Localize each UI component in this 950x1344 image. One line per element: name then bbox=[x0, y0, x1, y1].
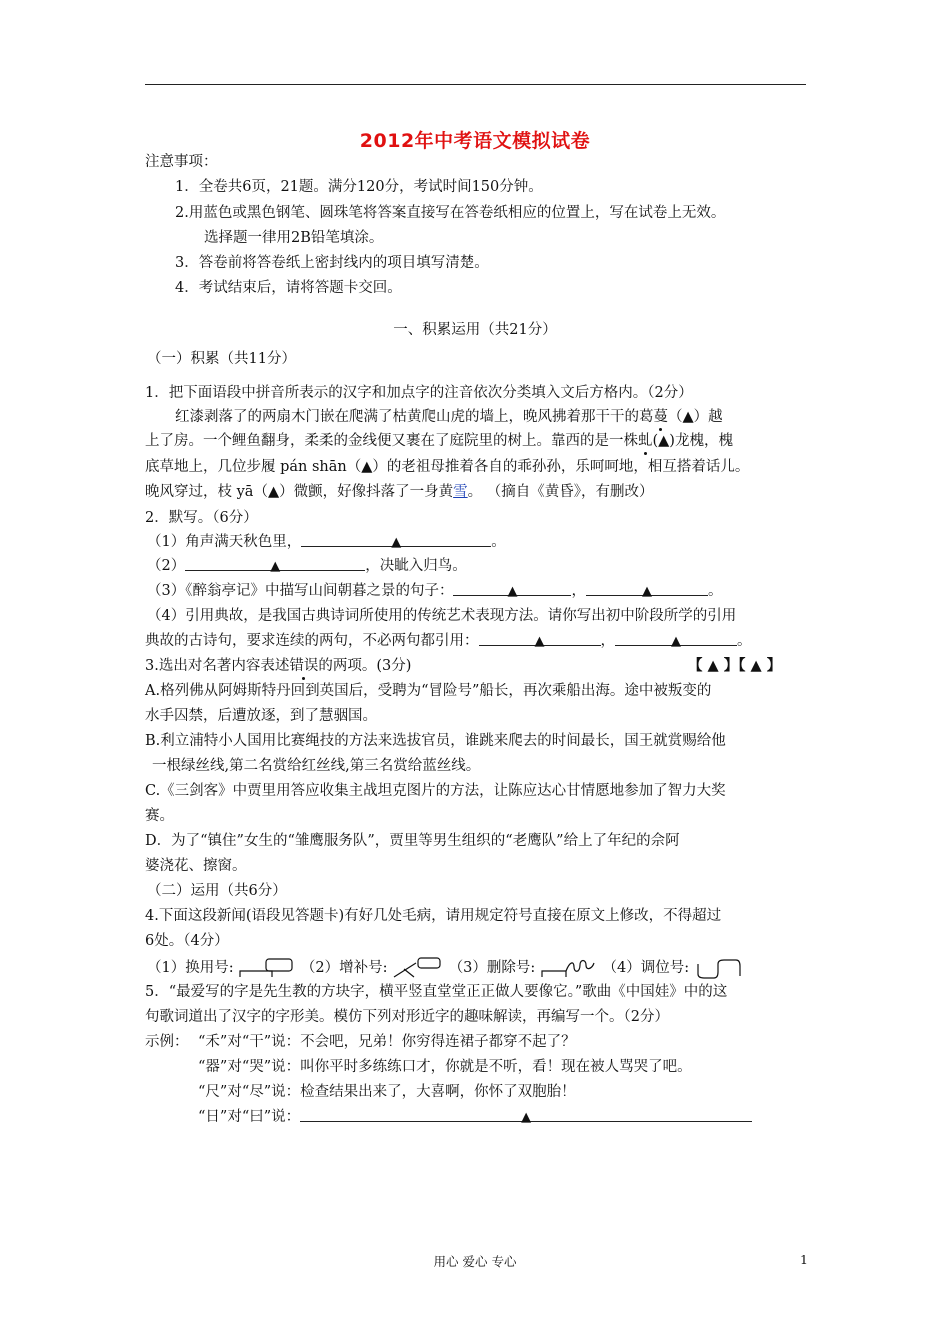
q3-option-b: B.利立浦特小人国用比赛绳技的方法来选拔官员，谁跳来爬去的时间最长，国王就赏赐给他 bbox=[145, 733, 726, 749]
answer-blank[interactable]: ▲ bbox=[300, 1107, 752, 1122]
question-3-stem: 3.选出对名著内容表述错误的两项。(3分) bbox=[145, 658, 412, 674]
question-1-text: 底草地上，几位步履 pán shān（▲）的老祖母推着各自的乖孙孙，乐呵呵地，相互搭着话儿。 bbox=[145, 459, 750, 475]
question-5-stem: 5．“最爱写的字是先生教的方块字，横平竖直堂堂正正做人要像它。”歌曲《中国娃》中的这 bbox=[145, 984, 728, 1000]
hyperlink-snow[interactable]: 雪 bbox=[453, 484, 468, 500]
dotted-char: 蔓 bbox=[653, 409, 668, 425]
q3-option-a: A.格列佛从阿姆斯特丹回到英国后，受聘为“冒险号”船长，再次乘船出海。途中被叛变的 bbox=[145, 683, 712, 699]
question-5-stem: 句歌词道出了汉字的字形美。模仿下列对形近字的趣味解读，再编写一个。（2分） bbox=[145, 1009, 669, 1025]
q2-line-1: （1）角声满天秋色里， ▲ 。 bbox=[147, 534, 506, 550]
question-1-text: 红漆剥落了的两扇木门嵌在爬满了枯黄爬山虎的墙上，晚风拂着那干干的葛蔓（▲）越 bbox=[175, 409, 723, 425]
question-1-stem: 1．把下面语段中拼音所表示的汉字和加点字的注音依次分类填入文后方格内。（2分） bbox=[145, 385, 693, 401]
notice-heading: 注意事项： bbox=[145, 154, 218, 170]
dotted-char: 虬 bbox=[638, 433, 653, 449]
replace-mark-icon bbox=[238, 957, 296, 979]
subsection-heading: （一）积累（共11分） bbox=[147, 351, 296, 367]
q3-option-d: D．为了“镇住”女生的“雏鹰服务队”，贾里等男生组织的“老鹰队”给上了年纪的佘阿 bbox=[145, 833, 680, 849]
question-2-stem: 2．默写。（6分） bbox=[145, 510, 258, 526]
answer-blank[interactable]: ▲ bbox=[586, 581, 708, 596]
notice-item: 2.用蓝色或黑色钢笔、圆珠笔将答案直接写在答卷纸相应的位置上，写在试卷上无效。 bbox=[175, 205, 726, 221]
question-4-stem: 4.下面这段新闻(语段见答题卡)有好几处毛病，请用规定符号直接在原文上修改，不得超过 bbox=[145, 908, 722, 924]
answer-blank[interactable]: ▲ bbox=[185, 556, 365, 571]
page-number: 1 bbox=[800, 1252, 808, 1267]
q3-option-c: 赛。 bbox=[145, 808, 174, 824]
notice-item: 3．答卷前将答卷纸上密封线内的项目填写清楚。 bbox=[175, 255, 489, 271]
page-footer: 用心 爱心 专心 bbox=[433, 1254, 517, 1269]
q2-line-2: （2） ▲ ，决眦入归鸟。 bbox=[147, 558, 467, 574]
example-line: “器”对“哭”说：叫你平时多练练口才，你就是不听，看！现在被人骂哭了吧。 bbox=[198, 1059, 692, 1075]
example-line: “日”对“曰”说： ▲ bbox=[198, 1107, 752, 1127]
q3-option-d: 婆浇花、擦窗。 bbox=[145, 858, 247, 874]
notice-item: 1．全卷共6页，21题。满分120分，考试时间150分钟。 bbox=[175, 179, 543, 195]
example-label: 示例： bbox=[145, 1034, 189, 1050]
q3-option-b: 一根绿丝线,第二名赏给红丝线,第三名赏给蓝丝线。 bbox=[152, 758, 481, 774]
question-1-text: 上了房。一个鲤鱼翻身，柔柔的金线便又裹在了庭院里的树上。靠西的是一株虬(▲)龙槐，槐 bbox=[145, 433, 733, 449]
q4-symbols: （1）换用号: （2）增补号: （3）删除号: （4）调位号: bbox=[147, 956, 746, 980]
q2-line-3: （3）《醉翁亭记》中描写山间朝暮之景的句子： ▲ ， ▲ 。 bbox=[147, 583, 723, 599]
transpose-mark-icon bbox=[694, 956, 746, 980]
answer-blank[interactable]: ▲ bbox=[615, 631, 737, 646]
q3-option-c: C.《三剑客》中贾里用答应收集主战坦克图片的方法，让陈应达心甘情愿地参加了智力大奖 bbox=[145, 783, 726, 799]
q3-answer-slots[interactable]: 【 ▲ 】【 ▲ 】 bbox=[688, 657, 782, 674]
insert-mark-icon bbox=[392, 957, 444, 979]
question-4-stem: 6处。（4分） bbox=[145, 933, 229, 949]
q2-line-4: （4）引用典故，是我国古典诗词所使用的传统艺术表现方法。请你写出初中阶段所学的引用 bbox=[147, 608, 737, 624]
page-title: 2012年中考语文模拟试卷 bbox=[359, 130, 591, 152]
q3-option-a: 水手囚禁，后遭放逐，到了慧骃国。 bbox=[145, 708, 377, 724]
answer-blank[interactable]: ▲ bbox=[479, 631, 601, 646]
dotted-char: 错误 bbox=[289, 658, 319, 674]
question-1-text: 晚风穿过，枝 yā（▲）微颤，好像抖落了一身黄雪。 （摘自《黄昏》，有删改） bbox=[145, 484, 654, 500]
example-line: “尺”对“尽”说：检查结果出来了，大喜啊，你怀了双胞胎！ bbox=[198, 1084, 576, 1100]
answer-blank[interactable]: ▲ bbox=[301, 532, 491, 547]
subsection-heading: （二）运用（共6分） bbox=[147, 883, 287, 899]
answer-blank[interactable]: ▲ bbox=[453, 581, 571, 596]
q2-line-5: 典故的古诗句，要求连续的两句，不必两句都引用： ▲ ， ▲ 。 bbox=[145, 633, 752, 649]
section-heading: 一、积累运用（共21分） bbox=[393, 322, 557, 338]
delete-mark-icon bbox=[540, 957, 598, 979]
notice-item: 4．考试结束后，请将答题卡交回。 bbox=[175, 280, 402, 296]
notice-item: 选择题一律用2B铅笔填涂。 bbox=[204, 230, 384, 246]
example-line: “禾”对“干”说：不会吧，兄弟！你穷得连裙子都穿不起了？ bbox=[198, 1034, 576, 1050]
header-rule bbox=[145, 84, 806, 85]
